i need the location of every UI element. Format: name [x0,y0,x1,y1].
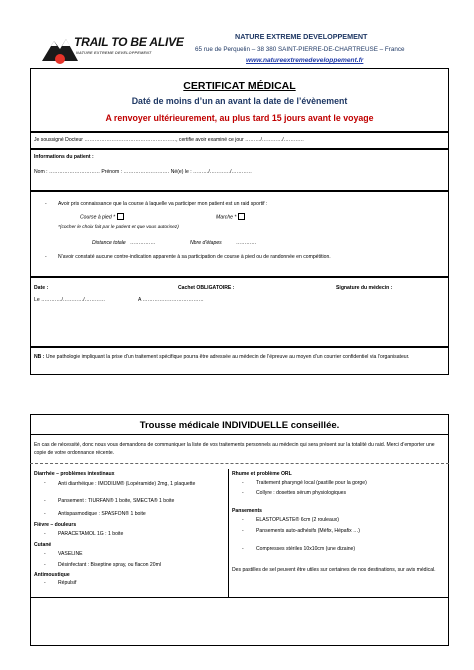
nb-label: NB : [34,354,45,360]
antimoustique-item: Répulsif [58,580,77,586]
marche-option[interactable] [216,213,245,221]
bullet-icon: - [44,580,46,586]
nb-box [30,347,449,375]
diarrhee-item: Antispasmodique : SPASFON® 1 boite [58,511,146,517]
org-name: NATURE EXTREME DEVELOPPEMENT [235,32,368,41]
bullet-icon: - [44,498,46,504]
logo-red-badge-icon [55,54,65,64]
trousse-intro: En cas de nécessité, donc nous vous demandons de communiquer la liste de vos traitements personnels au médecin qui sera présent sur la totalité du raid. Merci d’emporter une copie de votre ordonnance récente. [34,442,435,456]
no-contra-line: N’avoir constaté aucune contre-indication apparente à sa participation de course à pied ou de randonnée en compétition. [58,254,331,260]
marche-checkbox[interactable] [238,213,245,220]
doctor-line[interactable]: Je soussigné Docteur ………………………………………………, certifie avoir examiné ce jour ………/…………/………… [34,137,305,143]
col-date: Date : [34,285,49,291]
fievre-item: PARACETAMOL 1G : 1 boite [58,531,124,537]
fievre-heading: Fièvre – douleurs [34,522,77,528]
diarrhee-heading: Diarrhée – problèmes intestinaux [34,471,115,477]
bullet-icon: - [44,480,46,486]
nb-note [34,353,444,361]
distance-value[interactable]: …………… [130,240,156,246]
etapes-value[interactable]: ………… [236,240,257,246]
pastilles-note: Des pastilles de sel peuvent être utiles sur certaines de nos destinations, sur avis médical. [232,567,436,573]
etapes-label: Nbre d’étapes [190,240,222,246]
logo-text: TRAIL TO BE ALIVE [74,35,184,49]
certificate-warning: A renvoyer ultérieurement, au plus tard 15 jours avant le voyage [105,113,374,123]
a-line[interactable]: A ……………………………… [138,297,204,303]
course-checkbox[interactable] [117,213,124,220]
marche-label: Marche * [216,214,237,221]
bullet-icon: - [44,511,46,517]
date-line[interactable]: Le …………/…………/………… [34,297,106,303]
patient-heading: Informations du patient : [34,154,94,160]
org-address: 65 rue de Perquelin – 38 380 SAINT-PIERRE-DE-CHARTREUSE – France [195,46,405,53]
trousse-bottom-line [30,597,449,598]
bullet-icon: - [44,562,46,568]
trousse-box [30,434,449,646]
cocher-note: *(cocher le choix fait par le patient et que vous autorisez) [58,225,179,230]
col-signature: Signature du médecin : [336,285,393,291]
bullet-icon: - [45,201,47,207]
certificate-title: CERTIFICAT MÉDICAL [183,80,296,92]
col-cachet: Cachet OBLIGATOIRE : [178,285,235,291]
bullet-icon: - [242,490,244,496]
bullet-icon: - [242,480,244,486]
diarrhee-item: Pansement : TIURFAN® 1 boite, SMECTA® 1 boite [58,498,175,504]
cutane-item: Désinfectant : Biseptine spray, ou flacon 20ml [58,562,161,568]
bullet-icon: - [242,546,244,552]
course-option[interactable] [80,213,124,221]
trousse-title: Trousse médicale INDIVIDUELLE conseillée. [30,414,449,435]
bullet-icon: - [44,551,46,557]
pansements-heading: Pansements [232,508,263,514]
trousse-separator [30,463,449,464]
bullet-icon: - [44,531,46,537]
patient-line[interactable]: Nom : ………………………… Prénom : ……………………… Né(e) le : ………/…………/………… [34,169,252,175]
trousse-column-divider [228,469,229,597]
logo-subtext: NATURE EXTREME DEVELOPPEMENT [76,51,152,55]
course-label: Course à pied * [80,214,116,221]
diarrhee-item: Anti diarrhéique : IMODIUM® (Lopéramide) 2mg, 1 plaquette [58,481,196,487]
bullet-icon: - [242,517,244,523]
pansements-item: Pansements auto-adhésifs (Méfix, Hépafix …) [256,528,360,534]
rhume-item: Collyre : dosettes sérum physiologiques [256,490,347,496]
certificate-subtitle: Daté de moins d’un an avant la date de l’évènement [131,96,348,106]
cutane-heading: Cutané [34,542,52,548]
aware-line: Avoir pris connaissance que la course à laquelle va participer mon patient est un raid sportif : [58,201,268,207]
rhume-heading: Rhume et problème ORL [232,471,292,477]
pansements-item: Compresses stériles 10x10cm (une dizaine) [256,546,356,552]
bullet-icon: - [242,528,244,534]
antimoustique-heading: Antimoustique [34,572,70,578]
pansements-item: ELASTOPLASTE® 6cm (2 rouleaux) [256,517,339,523]
rhume-item: Traitement pharyngé local (pastille pour la gorge) [256,480,367,486]
cutane-item: VASELINE [58,551,83,557]
bullet-icon: - [45,254,47,260]
org-website-link[interactable]: www.natureextremedeveloppement.fr [246,57,364,64]
distance-label: Distance totale [92,240,126,246]
nb-text: Une pathologie impliquant la prise d’un traitement spécifique pourra être adressée au médecin de l’épreuve au moyen d’un courrier confidentiel via l’organisateur. [45,354,410,360]
